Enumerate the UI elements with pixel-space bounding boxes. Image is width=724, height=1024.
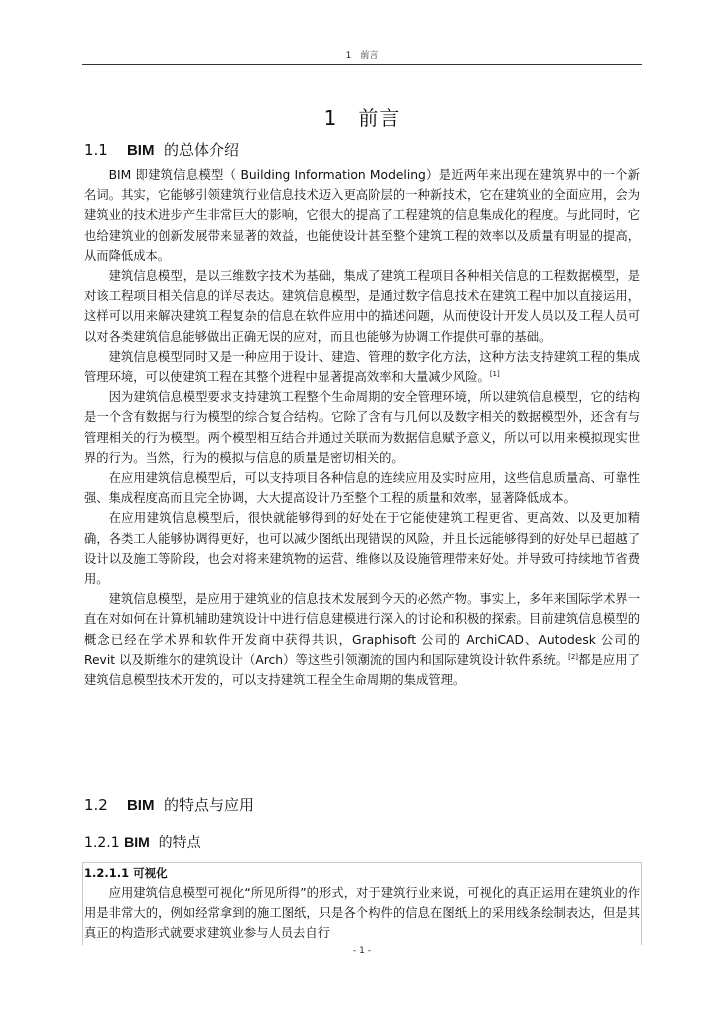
chapter-title: 1 前言: [323, 106, 401, 130]
paragraph-text: 建筑信息模型同时又是一种应用于设计、建造、管理的数字化方法，这种方法支持建筑工程的集成管理环境，可以使建筑工程在其整个进程中显著提高效率和大量减少风险。: [84, 349, 640, 385]
paragraph: 在应用建筑信息模型后，可以支持项目各种信息的连续应用及实时应用，这些信息质量高、可靠性强、集成程度高而且完全协调，大大提高设计乃至整个工程的质量和效率，显著降低成本。: [84, 471, 640, 506]
section-1-2-1-1-body: [84, 883, 640, 944]
paragraph: BIM 即建筑信息模型（ Building Information Modeling）是近两年来出现在建筑界中的一个新名词。其实，它能够引领建筑行业信息技术迈入更高阶层的一种新技术，它在建筑业的全面应用，会为建筑业的技术进步产生非常巨大的影响，它很大的提高了工程建筑的信息集成化的程度。与此同时，它也给建筑业的创新发展带来显著的效益，也能使设计甚至整个建筑工程的效率以及质量有明显的提高，从而降低成本。: [84, 168, 640, 263]
section-heading-1-2-1: [84, 832, 201, 852]
section-number: 1.1: [84, 141, 108, 159]
paragraph: 建筑信息模型，是以三维数字技术为基础，集成了建筑工程项目各种相关信息的工程数据模型，是对该工程项目相关信息的详尽表达。建筑信息模型，是通过数字信息技术在建筑工程中加以直接运用，这样可以用来解决建筑工程复杂的信息在软件应用中的描述问题，从而使设计开发人员以及工程人员可以对各类建筑信息能够做出正确无误的应对，而且也能够为协调工作提供可靠的基础。: [84, 269, 640, 344]
paragraph: [84, 347, 640, 387]
section-label: BIM: [126, 142, 155, 159]
citation: [2]: [568, 652, 579, 661]
paragraph-text: 都是应用了建筑信息模型技术开发的，可以支持建筑工程全生命周期的集成管理。: [84, 652, 640, 688]
running-header: 1 前言: [345, 51, 379, 61]
paragraph: [84, 589, 640, 690]
paragraph: 因为建筑信息模型要求支持建筑工程整个生命周期的安全管理环境，所以建筑信息模型，它的结构是一个含有数据与行为模型的综合复合结构。它除了含有与几何以及数字相关的数据模型外，还含有与管理相关的行为模型。两个模型相互结合并通过关联而为数据信息赋予意义，所以可以用来模拟现实世界的行为。当然，行为的模拟与信息的质量是密切相关的。: [84, 390, 640, 465]
header-divider: [82, 64, 642, 65]
section-heading-1-1: [84, 139, 239, 160]
section-1-1-body: [84, 165, 640, 690]
section-title: 的特点与应用: [163, 796, 254, 814]
section-number: 1.2: [84, 796, 108, 814]
citation: [1]: [489, 370, 500, 379]
section-heading-1-2: [84, 794, 254, 815]
paragraph-text: 建筑信息模型，是应用于建筑业的信息技术发展到今天的必然产物。事实上，多年来国际学术界一直在对如何在计算机辅助建筑设计中进行信息建模进行深入的讨论和积极的探索。目前建筑信息模型的概念已经在学术界和软件开发商中获得共识，Graphisoft 公司的 ArchiCAD、Autodesk 公司的 Revit 以及斯维尔的建筑设计（Arch）等这些引领潮流的国内和国际建筑设计软件系统。: [84, 592, 640, 667]
section-title: 的总体介绍: [163, 141, 239, 159]
section-label: BIM: [124, 834, 150, 850]
section-heading-1-2-1-1: 1.2.1.1 可视化: [84, 866, 168, 880]
page-number: - 1 -: [353, 946, 371, 956]
section-title: 的特点: [158, 835, 201, 851]
paragraph: 应用建筑信息模型可视化“所见所得”的形式，对于建筑行业来说，可视化的真正运用在建筑业的作用是非常大的，例如经常拿到的施工图纸，只是各个构件的信息在图纸上的采用线条绘制表达，但是其真正的构造形式就要求建筑业参与人员去自行: [84, 886, 640, 941]
section-number: 1.2.1: [84, 835, 120, 851]
paragraph: 在应用建筑信息模型后，很快就能够得到的好处在于它能使建筑工程更省、更高效、以及更加精确，各类工人能够协调得更好，也可以减少图纸出现错误的风险，并且长远能够得到的好处早已超越了设计以及施工等阶段，也会对将来建筑物的运营、维修以及设施管理带来好处。并导致可持续地节省费用。: [84, 511, 640, 587]
section-label: BIM: [126, 797, 155, 814]
